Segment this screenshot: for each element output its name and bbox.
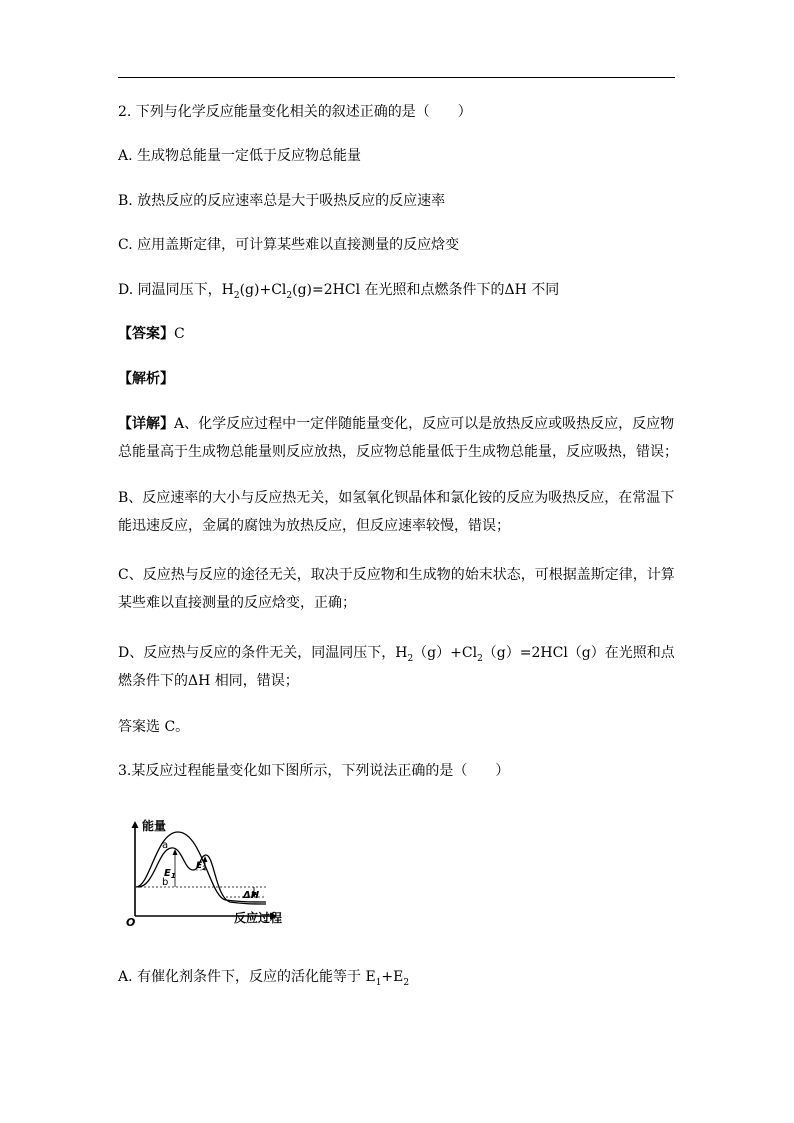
answer-label: 【答案】	[118, 326, 174, 342]
option-a: A. 生成物总能量一定低于反应物总能量	[118, 148, 362, 164]
option-d: D. 同温同压下，$H_2(g)+Cl_2(g)=2HCl$ 在光照和点燃条件下的ΔH 不同	[118, 282, 560, 301]
detail-d: D、反应热与反应的条件无关，同温同压下，$H_2(g)+Cl_2(g)=2HCl(g)$在光照和点燃条件下的ΔH 相同，错误；	[118, 645, 675, 689]
analysis-label: 【解析】	[118, 371, 174, 387]
e1-label: $E_1$	[164, 868, 176, 880]
origin-label: O	[126, 916, 136, 926]
answer-line	[118, 324, 185, 344]
question-3-stem: 3.某反应过程能量变化如下图所示，下列说法正确的是（ ）	[118, 763, 510, 779]
curve-b-label: b	[162, 877, 169, 888]
option-b: B. 放热反应的反应速率总是大于吸热反应的反应速率	[118, 193, 446, 209]
x-axis-label: 反应过程	[234, 911, 283, 925]
y-axis-label: 能量	[142, 819, 167, 833]
conclusion: 答案选 C。	[118, 719, 190, 735]
e2-label: $E_2$	[196, 861, 207, 872]
energy-diagram	[126, 818, 296, 926]
header-rule	[118, 77, 675, 78]
curve-a-label: a	[162, 840, 169, 851]
answer-value: C	[174, 326, 185, 342]
option-c: C. 应用盖斯定律，可计算某些难以直接测量的反应焓变	[118, 237, 460, 253]
detail-c: C、反应热与反应的途径无关，取决于反应物和生成物的始末状态，可根据盖斯定律，计算某些难以直接测量的反应焓变，正确；	[118, 567, 675, 611]
q3-option-a: A. 有催化剂条件下，反应的活化能等于 $E_1+E_2$	[118, 969, 410, 988]
detail-b: B、反应速率的大小与反应热无关，如氢氧化钡晶体和氯化铵的反应为吸热反应，在常温下能迅速反应，金属的腐蚀为放热反应，但反应速率较慢，错误；	[118, 490, 675, 534]
dh-label: ΔH	[243, 890, 260, 901]
detail-a: 【详解】A、化学反应过程中一定伴随能量变化，反应可以是放热反应或吸热反应，反应物总能量高于生成物总能量则反应放热，反应物总能量低于生成物总能量，反应吸热，错误；	[118, 416, 678, 460]
question-2-stem: 2. 下列与化学反应能量变化相关的叙述正确的是（ ）	[118, 104, 472, 120]
y-axis-arrow	[132, 821, 139, 828]
